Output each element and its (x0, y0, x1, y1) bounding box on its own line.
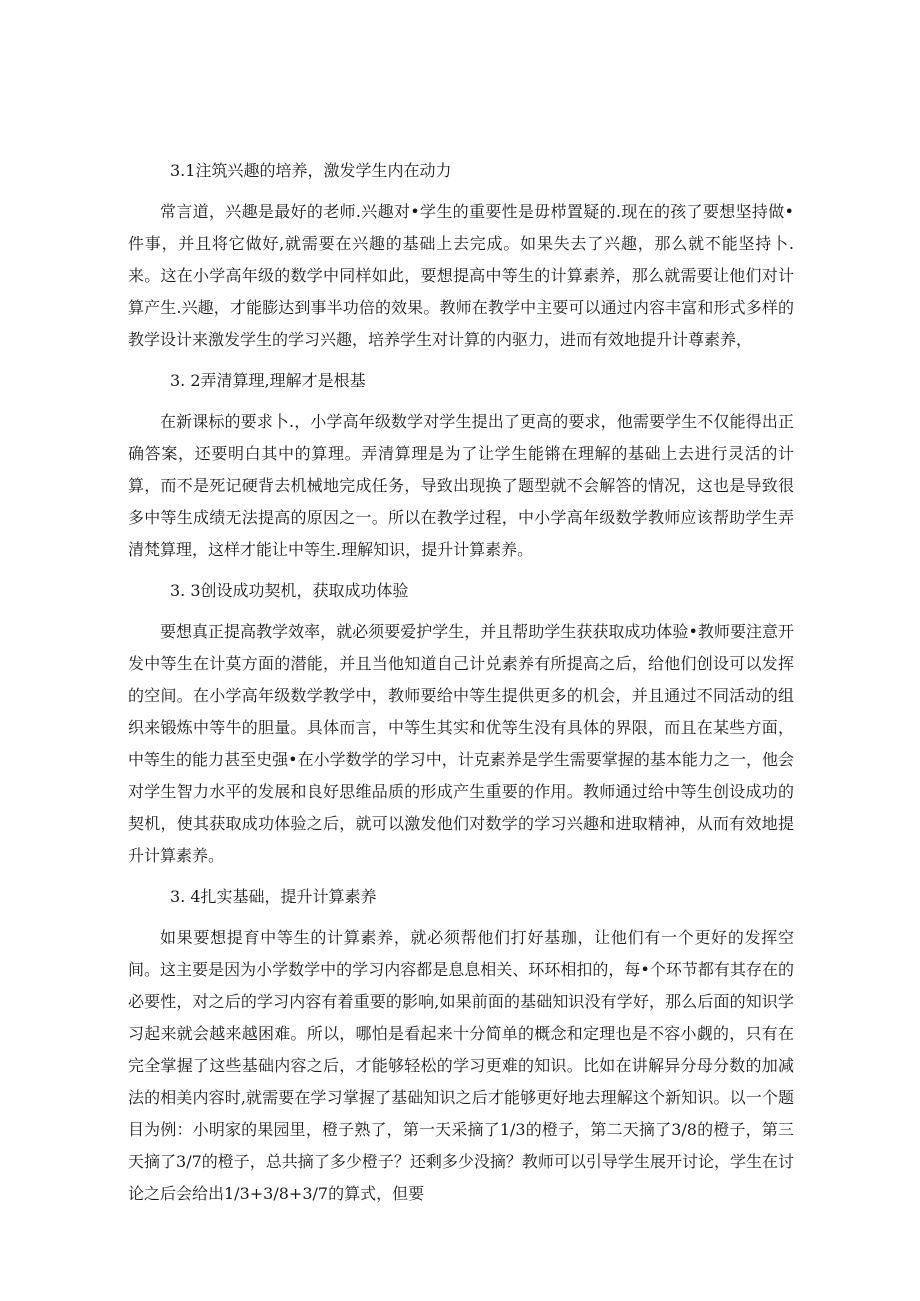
section-body-3-3: 要想真正提高教学效率，就必须要爱护学生，并且帮助学生获获取成功体验•教师要注意开发中等生在计莫方面的潜能，并且当他知道自己计兑素养有所提高之后，给他们创设可以发挥的空间。在小学高年级数学教学中，教师要给中等生提供更多的机会，并且通过不同活动的组织来锻炼中等牛的胆量。具体而言，中等生其实和优等生没有具体的界限，而且在某些方面，中等生的能力甚至史强•在小学数学的学习中，计克素养是学生需要掌握的基本能力之一，他会对学生智力水平的发展和良好思维品质的形成产生重要的作用。教师通过给中等生创设成功的契机，使其获取成功体验之后，就可以激发他们对数学的学习兴趣和进取精神，从而有效地提升计算素养。 (128, 622, 794, 865)
document-page (128, 150, 794, 1222)
section-heading-3-4: 3. 4扎实基础，提升计算素养 (170, 887, 377, 906)
section-body-3-1: 常言道，兴趣是最好的老师.兴趣对•学生的重要性是毋栉置疑的.现在的孩了要想坚持做•件事，并且将它做好,就需要在兴趣的基础上去完成。如果失去了兴趣，那么就不能坚持卜.来。这在小学高年级的数学中同样如此，要想提高中等生的计算素养，那么就需要让他们对计算产生.兴趣，才能膨达到事半功倍的效果。教师在教学中主要可以通过内容丰富和形式多样的教学设计来激发学生的学习兴趣，培养学生对计算的内驱力，进而有效地提升计尊素养， (128, 202, 794, 349)
section-heading-3-3: 3. 3创设成功契机，获取成功体验 (170, 581, 409, 600)
section-heading-3-2: 3. 2弄清算理,理解才是根基 (170, 371, 366, 390)
section-body-3-4: 如果要想提育中等生的计算素养，就必须帮他们打好基珈，让他们有一个更好的发挥空间。这主要是因为小学数学中的学习内容都是息息相关、环环相扣的，每•个环节都有其存在的必要性，对之后的学习内容有着重要的影响,如果前面的基础知识没有学好，那么后面的知识学习起来就会越来越困难。所以，哪怕是看起来十分简单的概念和定理也是不容小觑的，只有在完全掌握了这些基础内容之后，才能够轻松的学习更难的知识。比如在讲解异分母分数的加减法的相美内容时,就需要在学习掌握了基础知识之后才能够更好地去理解这个新知识。以一个题目为例：小明家的果园里，橙子熟了，第一天采摘了1/3的橙子，第二天摘了3/8的橙子，第三天摘了3/7的橙子，总共摘了多少橙子？还剩多少没摘？教师可以引导学生展开讨论，学生在讨论之后会给出1/3+3/8+3/7的算式，但要 (128, 928, 794, 1203)
section-body-3-2: 在新课标的要求卜.，小学高年级数学对学生提出了更高的要求，他需要学生不仅能得出正确答案，还要明白其中的算理。弄清算理是为了让学生能锵在理解的基础上去进行灵活的计算，而不是死记硬背去机械地完成任务，导致出现换了题型就不会解答的情况，这也是导致很多中等生成绩无法提高的原因之一。所以在教学过程，中小学高年级数学教师应该帮助学生弄清梵算理，这样才能让中等生.理解知识，提升计算素养。 (128, 412, 794, 559)
section-heading-3-1: 3.1注筑兴趣的培养，激发学生内在动力 (170, 161, 452, 180)
